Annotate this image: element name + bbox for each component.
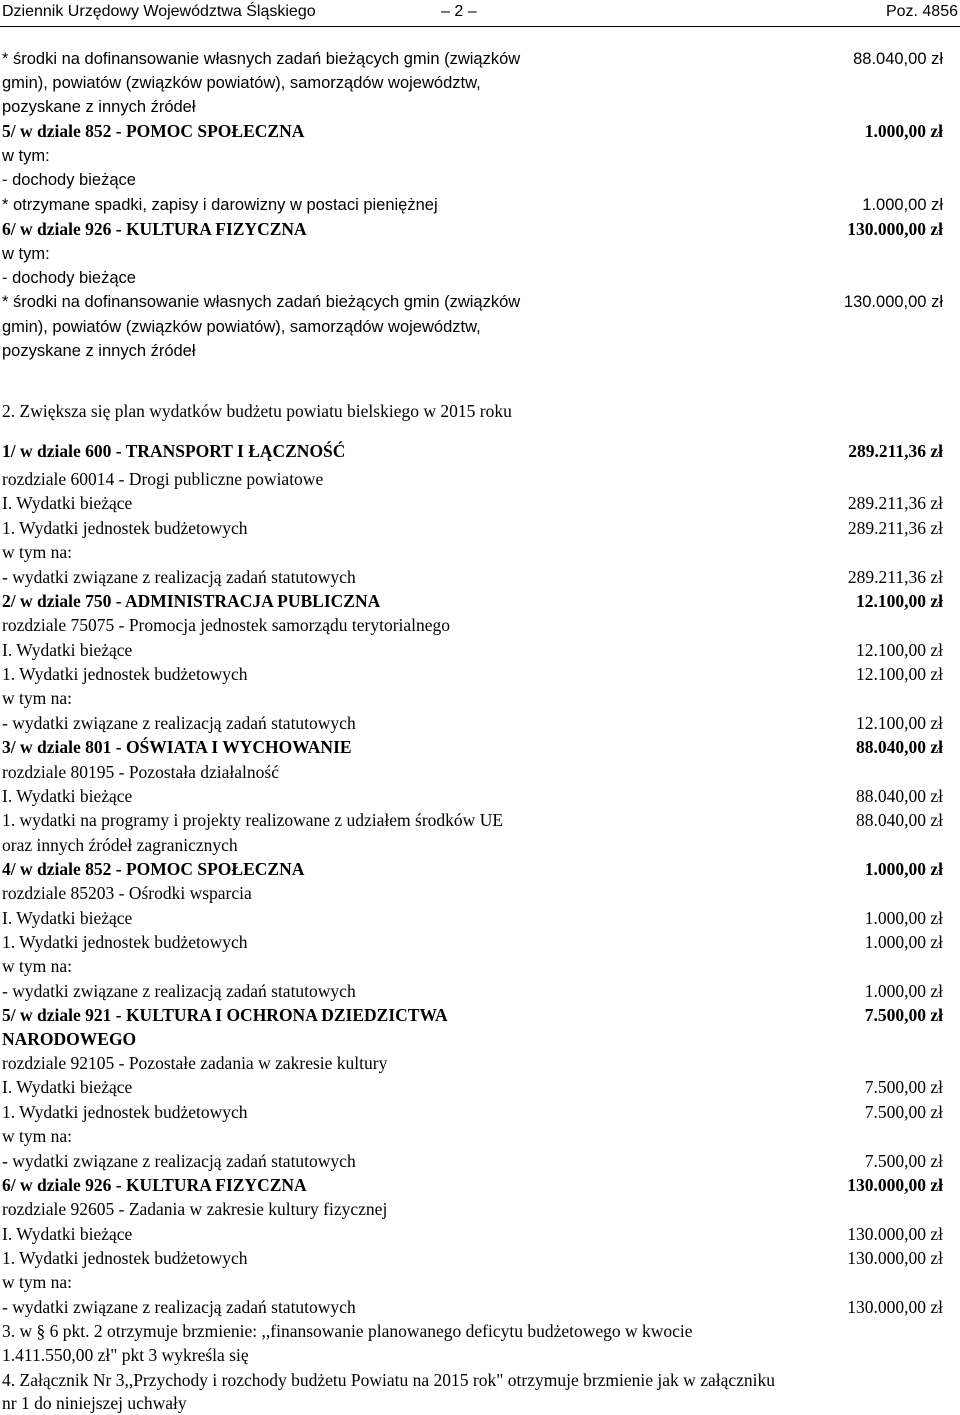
paragraph-2-heading: 2. Zwiększa się plan wydatków budżetu powiatu bielskiego w 2015 roku	[2, 401, 512, 421]
income-line: w tym:	[2, 147, 50, 165]
paragraph-3: 1.411.550,00 zł" pkt 3 wykreśla się	[2, 1345, 249, 1365]
expense-line: - wydatki związane z realizacją zadań statutowych 12.100,00 zł	[2, 713, 943, 733]
section-heading: 6/ w dziale 926 - KULTURA FIZYCZNA 130.000,00 zł	[2, 219, 943, 239]
expense-line: rozdziale 92105 - Pozostałe zadania w zakresie kultury	[2, 1053, 388, 1073]
expense-line: - wydatki związane z realizacją zadań statutowych 7.500,00 zł	[2, 1151, 943, 1171]
income-line: * środki na dofinansowanie własnych zadań bieżących gmin (związków 130.000,00 zł	[2, 293, 943, 311]
expense-line: rozdziale 75075 - Promocja jednostek samorządu terytorialnego	[2, 615, 451, 635]
expense-line: I. Wydatki bieżące 289.211,36 zł	[2, 493, 943, 513]
section-heading: 1/ w dziale 600 - TRANSPORT I ŁĄCZNOŚĆ 289.211,36 zł	[2, 441, 943, 461]
expense-line: I. Wydatki bieżące 12.100,00 zł	[2, 640, 943, 660]
expense-line: rozdziale 85203 - Ośrodki wsparcia	[2, 883, 252, 903]
expense-line: oraz innych źródeł zagranicznych	[2, 835, 238, 855]
expense-line: rozdziale 60014 - Drogi publiczne powiatowe	[2, 469, 324, 489]
expense-line: 1. Wydatki jednostek budżetowych 12.100,00 zł	[2, 664, 943, 684]
page-header	[0, 0, 960, 27]
expense-line: w tym na:	[2, 1126, 72, 1146]
income-line: w tym:	[2, 245, 50, 263]
expense-line: w tym na:	[2, 956, 72, 976]
expense-line: I. Wydatki bieżące 130.000,00 zł	[2, 1224, 943, 1244]
income-line: - dochody bieżące	[2, 171, 136, 189]
section-heading: 5/ w dziale 852 - POMOC SPOŁECZNA 1.000,00 zł	[2, 121, 943, 141]
expense-line: I. Wydatki bieżące 88.040,00 zł	[2, 786, 943, 806]
section-heading: 2/ w dziale 750 - ADMINISTRACJA PUBLICZNA 12.100,00 zł	[2, 591, 943, 611]
journal-title: Dziennik Urzędowy Województwa Śląskiego	[2, 3, 316, 20]
income-line: gmin), powiatów (związków powiatów), samorządów województw,	[2, 318, 481, 336]
expense-line: I. Wydatki bieżące 1.000,00 zł	[2, 908, 943, 928]
expense-line: w tym na:	[2, 1272, 72, 1292]
section-heading: 3/ w dziale 801 - OŚWIATA I WYCHOWANIE 88.040,00 zł	[2, 737, 943, 757]
income-line: - dochody bieżące	[2, 269, 136, 287]
expense-line: 1. Wydatki jednostek budżetowych 130.000,00 zł	[2, 1248, 943, 1268]
section-heading: 5/ w dziale 921 - KULTURA I OCHRONA DZIEDZICTWA 7.500,00 zł	[2, 1005, 943, 1025]
income-line: pozyskane z innych źródeł	[2, 342, 196, 360]
income-line: * środki na dofinansowanie własnych zadań bieżących gmin (związków 88.040,00 zł	[2, 50, 943, 68]
income-line: gmin), powiatów (związków powiatów), samorządów województw,	[2, 74, 481, 92]
income-line: pozyskane z innych źródeł	[2, 98, 196, 116]
income-line: * otrzymane spadki, zapisy i darowizny w postaci pieniężnej 1.000,00 zł	[2, 196, 943, 214]
expense-line: 1. Wydatki jednostek budżetowych 1.000,00 zł	[2, 932, 943, 952]
expense-line: w tym na:	[2, 542, 72, 562]
expense-line: - wydatki związane z realizacją zadań statutowych 1.000,00 zł	[2, 981, 943, 1001]
section-heading: 6/ w dziale 926 - KULTURA FIZYCZNA 130.000,00 zł	[2, 1175, 943, 1195]
section-heading: 4/ w dziale 852 - POMOC SPOŁECZNA 1.000,00 zł	[2, 859, 943, 879]
expense-line: I. Wydatki bieżące 7.500,00 zł	[2, 1077, 943, 1097]
expense-line: 1. wydatki na programy i projekty realizowane z udziałem środków UE 88.040,00 zł	[2, 810, 943, 830]
expense-line: - wydatki związane z realizacją zadań statutowych 130.000,00 zł	[2, 1297, 943, 1317]
expense-line: rozdziale 80195 - Pozostała działalność	[2, 762, 279, 782]
expense-line: 1. Wydatki jednostek budżetowych 7.500,00 zł	[2, 1102, 943, 1122]
expense-line: w tym na:	[2, 688, 72, 708]
section-heading: NARODOWEGO	[2, 1029, 137, 1049]
position-number: Poz. 4856	[885, 3, 958, 20]
paragraph-4: 4. Załącznik Nr 3,,Przychody i rozchody budżetu Powiatu na 2015 rok" otrzymuje brzmienie jak w załączniku	[2, 1370, 776, 1390]
expense-line: - wydatki związane z realizacją zadań statutowych 289.211,36 zł	[2, 567, 943, 587]
page-number: – 2 –	[441, 3, 477, 20]
paragraph-3: 3. w § 6 pkt. 2 otrzymuje brzmienie: ,,finansowanie planowanego deficytu budżetowego w kwocie	[2, 1321, 693, 1341]
expense-line: rozdziale 92605 - Zadania w zakresie kultury fizycznej	[2, 1199, 388, 1219]
expense-line: 1. Wydatki jednostek budżetowych 289.211,36 zł	[2, 518, 943, 538]
paragraph-4: nr 1 do niniejszej uchwały	[2, 1393, 187, 1413]
